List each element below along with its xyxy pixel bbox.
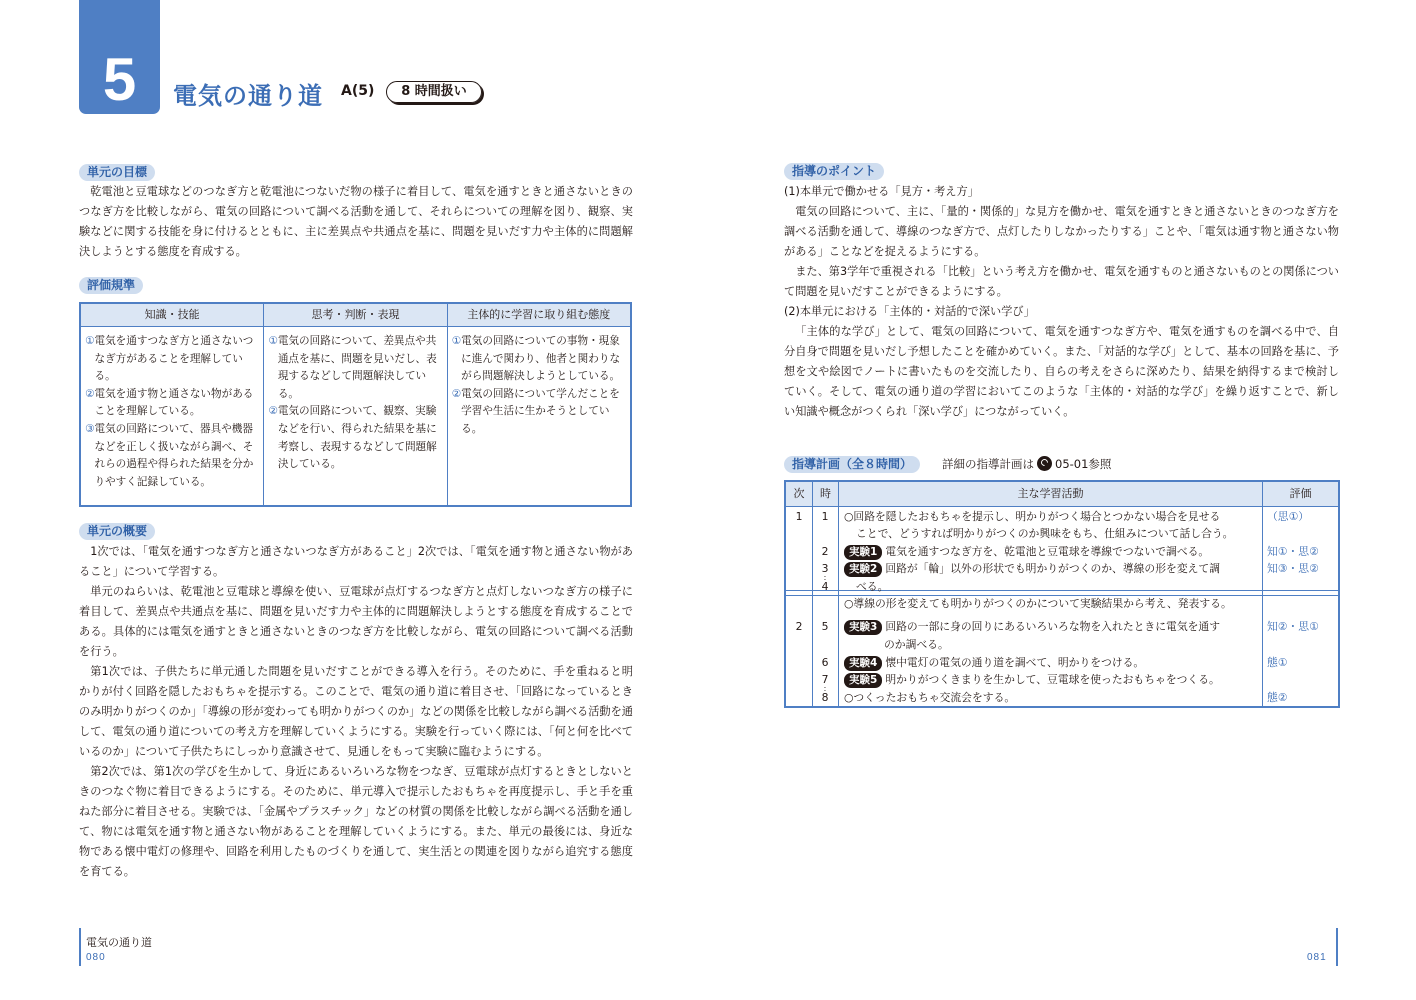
plan-activity: ○導線の形を変えても明かりがつくのかについて実験結果から考え、発表する。 — [844, 597, 1232, 610]
experiment-badge: 実験5 — [844, 673, 882, 688]
footer-rule-right — [1336, 928, 1338, 966]
experiment-badge: 実験2 — [844, 562, 882, 577]
footer-title: 電気の通り道 — [86, 936, 152, 949]
criteria-text: 電気の回路について、観察、実験などを行い、得られた結果を基に考察し、表現するなどして問題解決している。 — [277, 405, 437, 471]
unit-title: 電気の通り道 — [173, 82, 323, 110]
chapter-number: 5 — [102, 46, 137, 113]
points-section — [784, 182, 1339, 422]
plan-ji: 1 — [795, 510, 803, 523]
criteria-text: 電気を通すつなぎ方と通さないつなぎ方があることを理解している。 — [94, 335, 254, 383]
points-subheading: (1)本単元で働かせる「見方・考え方」 — [784, 185, 979, 198]
points-paragraph: 電気の回路について、主に、「量的・関係的」な見方を働かせ、電気を通すときと通さないときのつなぎ方を調べる活動を通して、導線のつなぎ方で、点灯したりしなかったりする」ことや、「電気は通す物と通さない物がある」ことなどを捉えるようにする。 — [784, 205, 1339, 258]
points-heading: 指導のポイント — [784, 163, 884, 180]
overview-section — [79, 542, 633, 882]
criteria-table — [79, 302, 632, 507]
criteria-mark: ② — [268, 405, 278, 418]
chapter-badge — [79, 0, 160, 114]
overview-paragraph: 単元のねらいは、乾電池と豆電球と導線を使い、豆電球が点灯するつなぎ方と点灯しないつなぎ方の様子に着目して、差異点や共通点を基に、問題を見いだす力や主体的に問題解決しようとする態度を育成することである。具体的には電気を通すときと通さないときのつなぎ方を比較しながら、電気の回路について調べる活動を行う。 — [79, 585, 633, 658]
plan-table — [784, 480, 1340, 708]
plan-activity — [844, 671, 1220, 689]
plan-col-ji: 次 — [786, 482, 813, 506]
experiment-badge: 実験3 — [844, 620, 882, 635]
criteria-item — [268, 403, 442, 473]
plan-toki: 7 — [821, 673, 829, 686]
goal-section — [79, 182, 633, 262]
criteria-body — [81, 327, 630, 505]
page-number-left: 080 — [86, 952, 106, 963]
criteria-mark: ② — [85, 387, 95, 400]
criteria-item — [85, 421, 259, 491]
plan-eval: 態② — [1267, 691, 1288, 704]
criteria-header-row — [81, 304, 630, 327]
plan-ref-code: 05-01 — [1055, 457, 1089, 471]
plan-toki: 5 — [821, 620, 829, 633]
plan-toki-dots: : — [823, 684, 827, 693]
plan-activity: ○つくったおもちゃ交流会をする。 — [844, 691, 1016, 704]
plan-col-eval: 評価 — [1289, 487, 1312, 500]
plan-activity-text: 懐中電灯の電気の通り道を調べて、明かりをつける。 — [885, 656, 1145, 669]
overview-heading: 単元の概要 — [79, 523, 155, 540]
plan-toki: 2 — [821, 545, 829, 558]
experiment-badge: 実験1 — [844, 545, 882, 560]
plan-toki: 1 — [821, 510, 829, 523]
criteria-item — [452, 386, 626, 439]
plan-toki: 6 — [821, 656, 829, 669]
criteria-text: 電気の回路について、差異点や共通点を基に、問題を見いだし、表現するなどして問題解決している。 — [277, 335, 437, 400]
plan-toki: 4 — [821, 580, 829, 593]
plan-activity-text: 電気を通すつなぎ方を、乾電池と豆電球を導線でつないで調べる。 — [885, 545, 1210, 558]
criteria-mark: ① — [451, 335, 462, 347]
criteria-col-knowledge: 知識・技能 — [81, 304, 264, 326]
plan-activity-text: 回路が「輪」以外の形状でも明かりがつくのか、導線の形を変えて調 — [885, 562, 1221, 575]
footer-rule-left — [79, 928, 81, 966]
criteria-mark: ② — [451, 387, 462, 400]
criteria-mark: ① — [268, 335, 278, 347]
plan-toki: 3 — [821, 562, 829, 575]
plan-toki-dots: : — [823, 573, 827, 582]
plan-reference — [942, 456, 1111, 473]
unit-code: A(5) — [341, 83, 375, 99]
plan-activity — [844, 654, 1144, 672]
plan-col-activity: 主な学習活動 — [839, 482, 1263, 506]
points-subheading: (2)本単元における「主体的・対話的で深い学び」 — [784, 305, 1035, 318]
plan-toki: 8 — [821, 691, 829, 704]
plan-eval: 知②・思① — [1267, 620, 1319, 633]
criteria-thinking-cell — [264, 327, 447, 505]
criteria-item — [85, 333, 259, 386]
plan-header-row — [786, 482, 1338, 507]
overview-paragraph: 第1次では、子供たちに単元通した問題を見いだすことができる導入を行う。そのために、手を重ねると明かりが付く回路を隠したおもちゃを提示する。このことで、電気の通り道に着目させ、「回路になっているときのみ明かりがつくのか」「導線の形が変わっても明かりがつくのか」などの関係を比較しながら調べる活動を通して、電気の通り道についての考え方を理解していくようにする。実験を行っていく際には、「何と何を比べているのか」について子供たちにしっかり意識させて、見通しをもって実験に臨むようにする。 — [79, 665, 633, 758]
plan-divider — [812, 482, 813, 706]
criteria-mark: ③ — [85, 422, 95, 435]
experiment-badge: 実験4 — [844, 656, 882, 671]
plan-divider — [838, 482, 839, 706]
criteria-knowledge-cell — [81, 327, 264, 505]
criteria-item — [268, 333, 442, 403]
criteria-text: 電気を通す物と通さない物があることを理解している。 — [94, 387, 254, 418]
overview-paragraph: 第2次では、第1次の学びを生かして、身近にあるいろいろな物をつなぎ、豆電球が点灯するときとしないときのつなぐ物に着目できるようにする。そのために、単元導入で提示したおもちゃを再度提示し、手と手を重ねた部分に着目させる。実験では、「金属やプラスチック」などの材質の関係を比較しながら調べる活動を通して、物には電気を通す物と通さない物があることを理解していくようにする。また、単元の最後には、身近な物である懐中電灯の修理や、回路を利用したものづくりを通して、実生活との関連を図りながら追究する態度を育てる。 — [79, 765, 633, 878]
plan-eval: 知③・思② — [1267, 562, 1319, 575]
plan-ref-suffix: 参照 — [1088, 457, 1112, 471]
plan-col-toki: 時 — [813, 482, 839, 506]
goal-heading: 単元の目標 — [79, 164, 155, 181]
criteria-col-thinking: 思考・判断・表現 — [264, 304, 447, 326]
page-number-right: 081 — [1307, 952, 1327, 963]
points-paragraph: 「主体的な学び」として、電気の回路について、電気を通すつなぎ方や、電気を通すものを調べる中で、自分自身で問題を見いだし予想したことを確かめていく。また、「対話的な学び」として、基本の回路を基に、予想を文や絵図でノートに書いたものを交流したり、自らの考えをさらに深めたり、結果を納得するまで検討していく。そして、電気の通り道の学習においてこのような「主体的・対話的な学び」を繰り返すことで、新しい知識や概念がつくられ「深い学び」につながっていく。 — [784, 325, 1339, 418]
plan-eval: 知①・思② — [1267, 545, 1319, 558]
plan-divider — [1262, 482, 1263, 706]
criteria-heading: 評価規準 — [79, 277, 143, 294]
plan-activity — [844, 618, 1220, 636]
plan-activity — [844, 543, 1209, 561]
plan-activity-text: 明かりがつくきまりを生かして、豆電球を使ったおもちゃをつくる。 — [885, 673, 1220, 686]
plan-activity-cont: べる。 — [856, 580, 889, 593]
overview-paragraph: 1次では、「電気を通すつなぎ方と通さないつなぎ方があること」2次では、「電気を通す物と通さない物があること」について学習する。 — [79, 545, 633, 578]
plan-ji: 2 — [795, 620, 803, 633]
plan-eval: （思①） — [1267, 510, 1310, 523]
criteria-item — [85, 386, 259, 421]
unit-hours: 8 時間扱い — [386, 81, 482, 103]
plan-heading: 指導計画（全８時間） — [784, 456, 920, 473]
criteria-attitude-cell — [448, 327, 630, 505]
plan-eval: 態① — [1267, 656, 1288, 669]
criteria-text: 電気の回路について、器具や機器などを正しく扱いながら調べ、それらの過程や得られた結果を分かりやすく記録している。 — [94, 422, 254, 488]
criteria-mark: ① — [85, 335, 95, 347]
goal-text: 乾電池と豆電球などのつなぎ方と乾電池につないだ物の様子に着目して、電気を通すときと通さないときのつなぎ方を比較しながら、電気の回路について調べる活動を通して、それらについての理解を図り、観察、実験などに関する技能を身に付けるとともに、主に差異点や共通点を基に、問題を見いだす力や主体的に問題解決しようとする態度を育成する。 — [79, 185, 633, 258]
criteria-text: 電気の回路について学んだことを学習や生活に生かそうとしている。 — [461, 387, 620, 435]
plan-activity: ○回路を隠したおもちゃを提示し、明かりがつく場合とつかない場合を見せる — [844, 510, 1221, 523]
plan-activity-cont: のか調べる。 — [884, 638, 949, 651]
points-paragraph: また、第3学年で重視される「比較」という考え方を働かせ、電気を通すものと通さないものとの関係について問題を見いだすことができるようにする。 — [784, 265, 1339, 298]
plan-activity-text: 回路の一部に身の回りにあるいろいろな物を入れたときに電気を通す — [885, 620, 1221, 633]
criteria-col-attitude: 主体的に学習に取り組む態度 — [467, 308, 611, 321]
plan-activity-cont: ことで、どうすれば明かりがつくのか興味をもち、仕組みについて話し合う。 — [856, 527, 1234, 540]
download-icon — [1037, 456, 1052, 471]
criteria-text: 電気の回路についての事物・現象に進んで関わり、他者と関わりながら問題解決しようとしている。 — [461, 335, 621, 383]
criteria-item — [452, 333, 626, 386]
plan-activity — [844, 560, 1220, 578]
plan-ref-prefix: 詳細の指導計画は — [942, 457, 1034, 471]
